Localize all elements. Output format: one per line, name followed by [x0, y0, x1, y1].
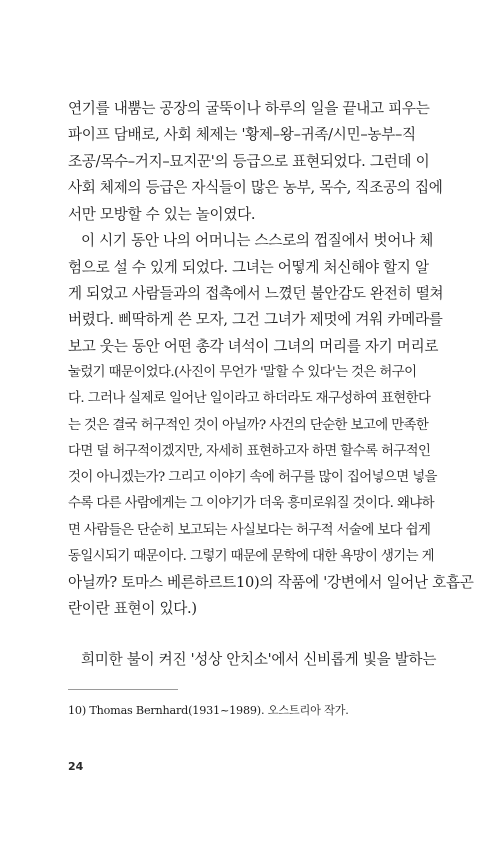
parenthetical-line: 면 사람들은 단순히 보고되는 사실보다는 허구적 서술에 보다 쉽게 [68, 523, 431, 538]
parenthetical-line: 는 것은 결국 허구적인 것이 아닐까? 사건의 단순한 보고에 만족한 [68, 418, 429, 433]
parenthetical-line: 동일시되기 때문이다. 그렇기 때문에 문학에 대한 욕망이 생기는 게 [68, 549, 434, 564]
footnote: 10) Thomas Bernhard(1931~1989). 오스트리아 작가. [68, 704, 349, 717]
page-number: 24 [68, 760, 84, 773]
body-line: 험으로 설 수 있게 되었다. 그녀는 어떻게 처신해야 할지 알 [68, 259, 429, 276]
parenthetical-line: 수록 다른 사람에게는 그 이야기가 더욱 흥미로워질 것이다. 왜냐하 [68, 496, 434, 511]
parenthetical-line: 것이 아니겠는가? 그리고 이야기 속에 허구를 많이 집어넣으면 넣을 [68, 470, 437, 485]
body-line: 란이란 표현이 있다.) [68, 600, 197, 617]
body-line-indented: 희미한 불이 켜진 '성상 안치소'에서 신비롭게 빛을 발하는 [81, 651, 437, 668]
body-line: 조공/목수–거지–묘지꾼'의 등급으로 표현되었다. 그런데 이 [68, 153, 430, 170]
body-line: 아닐까? 토마스 베른하르트10)의 작품에 '강변에서 일어난 호흡곤 [68, 574, 474, 591]
body-line: 사회 체제의 등급은 자식들이 많은 농부, 목수, 직조공의 집에 [68, 179, 443, 196]
parenthetical-line: 눌렀기 때문이었다.(사진이 무언가 '말할 수 있다'는 것은 허구이 [68, 365, 417, 380]
body-line: 게 되었고 사람들과의 접촉에서 느꼈던 불안감도 완전히 떨쳐 [68, 285, 444, 302]
body-line: 서만 모방할 수 있는 놀이였다. [68, 206, 256, 223]
parenthetical-line: 다. 그러나 실제로 일어난 일이라고 하더라도 재구성하여 표현한다 [68, 391, 431, 406]
body-line-indented: 이 시기 동안 나의 어머니는 스스로의 껍질에서 벗어나 체 [81, 232, 434, 249]
body-line: 버렸다. 삐딱하게 쓴 모자, 그건 그녀가 제멋에 겨워 카메라를 [68, 311, 443, 328]
parenthetical-line: 다면 덜 허구적이겠지만, 자세히 표현하고자 하면 할수록 허구적인 [68, 444, 431, 459]
body-line: 파이프 담배로, 사회 체제는 '황제–왕–귀족/시민–농부–직 [68, 126, 416, 143]
body-line: 보고 웃는 동안 어떤 총각 녀석이 그녀의 머리를 자기 머리로 [68, 338, 439, 355]
body-line: 연기를 내뿜는 공장의 굴뚝이나 하루의 일을 끝내고 피우는 [68, 100, 430, 117]
footnote-divider [68, 689, 178, 690]
